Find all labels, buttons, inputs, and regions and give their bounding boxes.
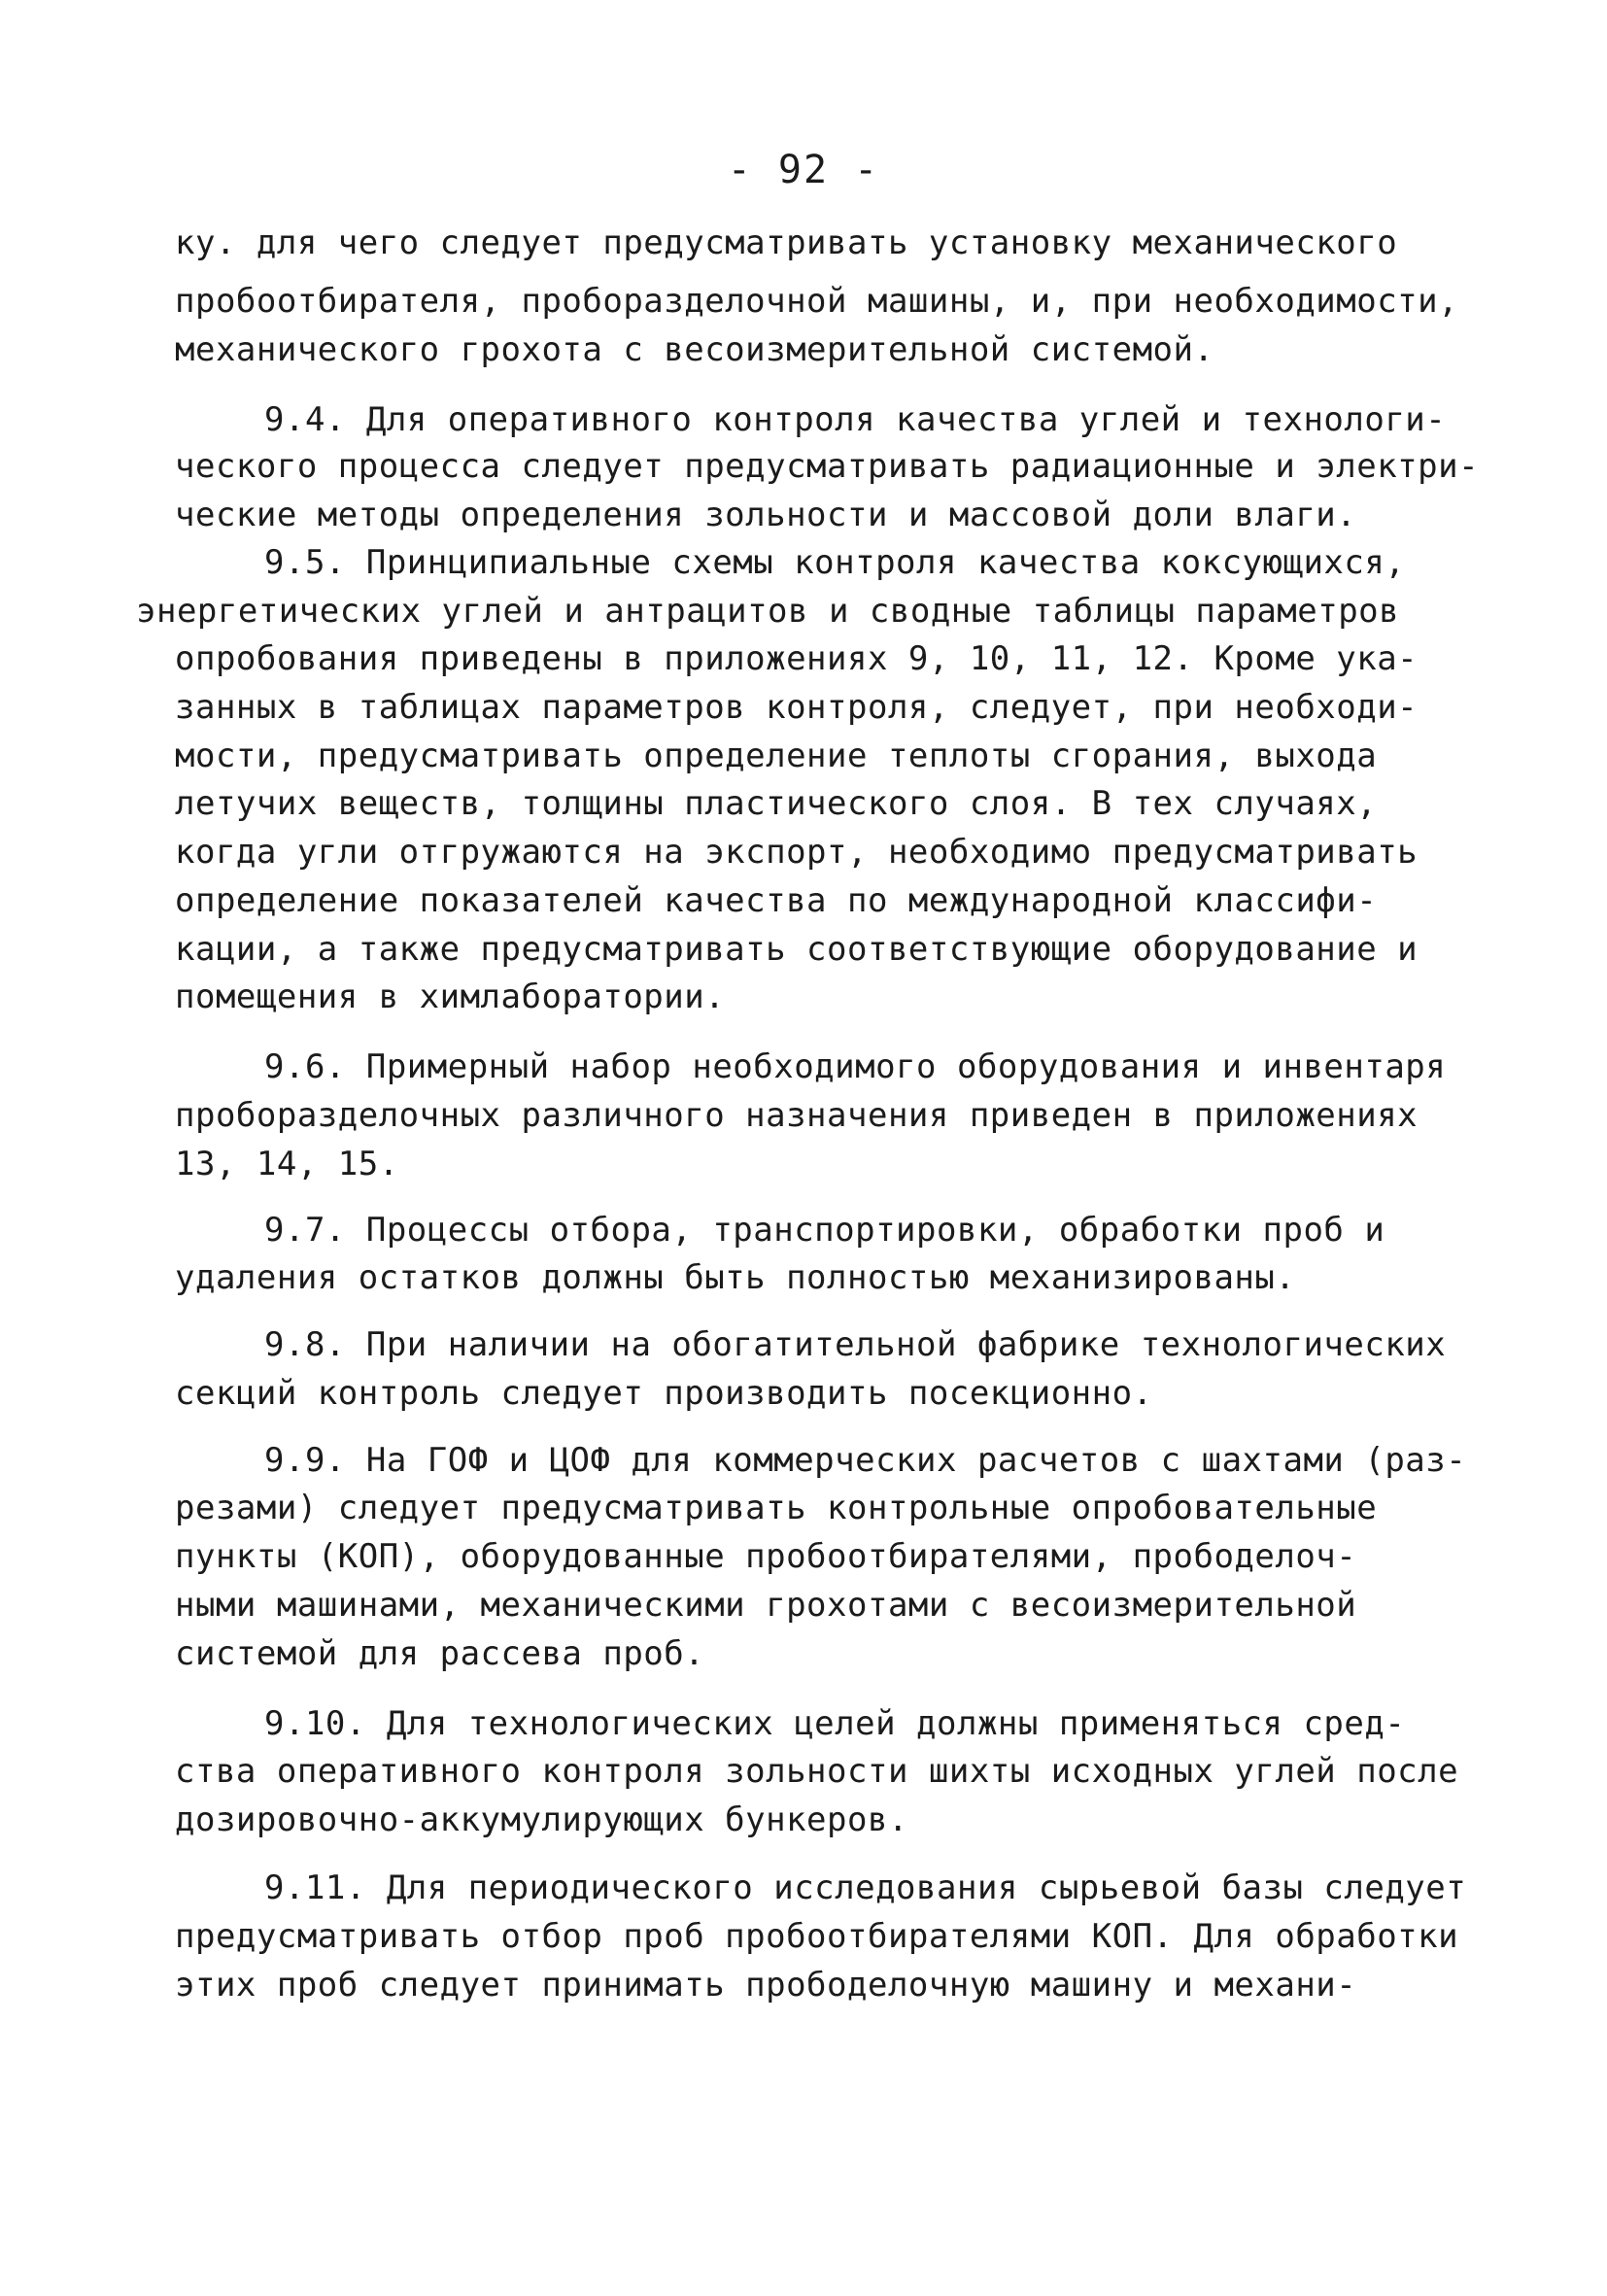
text-line: предусматривать отбор проб пробоотбирателями КОП. Для обработки [175, 1917, 1459, 1956]
text-line: дозировочно-аккумулирующих бункеров. [175, 1800, 908, 1839]
text-line: удаления остатков должны быть полностью механизированы. [175, 1258, 1296, 1297]
text-line: 9.10. Для технологических целей должны применяться сред- [264, 1704, 1406, 1743]
text-line: занных в таблицах параметров контроля, следует, при необходи- [175, 688, 1419, 727]
text-line: пункты (КОП), оборудованные пробоотбирателями, прободелоч- [175, 1537, 1357, 1576]
text-line: системой для рассева проб. [175, 1634, 705, 1673]
text-line: летучих веществ, толщины пластического слоя. В тех случаях, [175, 784, 1378, 823]
text-line: 9.8. При наличии на обогатительной фабрике технологических [264, 1325, 1447, 1364]
text-line: 9.11. Для периодического исследования сырьевой базы следует [264, 1868, 1467, 1907]
text-line: ческого процесса следует предусматривать радиационные и электри- [175, 447, 1480, 486]
text-line: 9.5. Принципиальные схемы контроля качества коксующихся, [264, 543, 1406, 582]
text-line: проборазделочных различного назначения приведен в приложениях [175, 1096, 1419, 1135]
text-line: опробования приведены в приложениях 9, 10, 11, 12. Кроме ука- [175, 639, 1419, 678]
text-line: секций контроль следует производить посекционно. [175, 1374, 1153, 1413]
text-line: определение показателей качества по международной классифи- [175, 881, 1378, 920]
text-line: этих проб следует принимать прободелочную машину и механи- [175, 1966, 1357, 2005]
page-number: - 92 - [727, 148, 880, 192]
text-line: когда угли отгружаются на экспорт, необходимо предусматривать [175, 833, 1419, 872]
text-line: ными машинами, механическими грохотами с весоизмерительной [175, 1586, 1357, 1625]
text-line: помещения в химлаборатории. [175, 977, 726, 1016]
text-line: резами) следует предусматривать контрольные опробовательные [175, 1489, 1378, 1527]
text-line: 13, 14, 15. [175, 1145, 399, 1183]
text-line: 9.7. Процессы отбора, транспортировки, обработки проб и [264, 1211, 1385, 1250]
text-line: энергетических углей и антрацитов и сводные таблицы параметров [136, 592, 1400, 631]
text-line: 9.6. Примерный набор необходимого оборудования и инвентаря [264, 1047, 1447, 1086]
text-line: ческие методы определения зольности и массовой доли влаги. [175, 496, 1357, 534]
text-line: пробоотбирателя, проборазделочной машины, и, при необходимости, [175, 282, 1459, 321]
text-line: мости, предусматривать определение теплоты сгорания, выхода [175, 737, 1378, 775]
text-line: 9.4. Для оперативного контроля качества углей и технологи- [264, 400, 1447, 439]
text-line: 9.9. На ГОФ и ЦОФ для коммерческих расчетов с шахтами (раз- [264, 1441, 1467, 1480]
text-line: ку. для чего следует предусматривать установку механического [175, 223, 1398, 262]
text-line: ства оперативного контроля зольности шихты исходных углей после [175, 1752, 1459, 1791]
text-line: кации, а также предусматривать соответствующие оборудование и [175, 930, 1419, 969]
text-line: механического грохота с весоизмерительной системой. [175, 330, 1214, 369]
